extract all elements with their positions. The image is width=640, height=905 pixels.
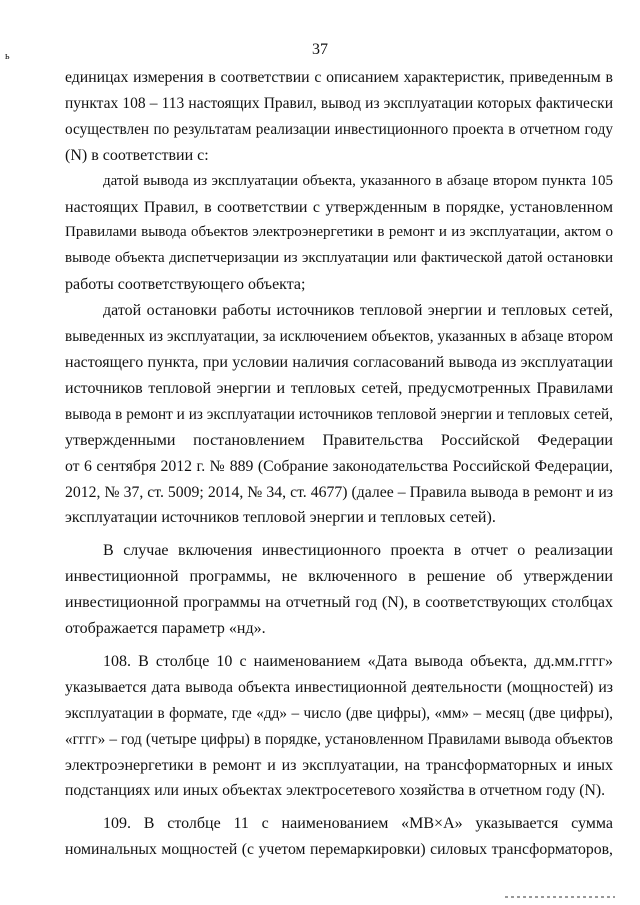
paragraph-intro-continuation [65, 65, 613, 169]
text-line: инвестиционной программы, не включенного в решение об утверждении [65, 568, 613, 586]
margin-mark: ь [5, 51, 10, 62]
document-body [65, 65, 613, 863]
text-line: работы соответствующего объекта; [65, 276, 306, 294]
text-line: 108. В столбце 10 с наименованием «Дата вывода объекта, дд.мм.гггг» [103, 652, 613, 670]
text-line: датой остановки работы источников тепловой энергии и тепловых сетей, [103, 302, 613, 320]
text-line: источников тепловой энергии и тепловых сетей, предусмотренных Правилами [65, 379, 613, 397]
text-line: Правилами вывода объектов электроэнергетики в ремонт и из эксплуатации, актом о [65, 224, 613, 241]
text-line: инвестиционной программы на отчетный год (N), в соответствующих столбцах [65, 594, 613, 612]
text-line: В случае включения инвестиционного проекта в отчет о реализации [103, 542, 613, 560]
paragraph-removal-date [65, 169, 613, 299]
text-line: эксплуатации в формате, где «дд» – число (две цифры), «мм» – месяц (две цифры), [65, 704, 613, 722]
paragraph-clause-108 [65, 649, 613, 804]
text-line: указывается дата вывода объекта инвестиционной деятельности (мощностей) из [65, 678, 613, 696]
text-line: отображается параметр «нд». [65, 620, 266, 638]
text-line: номинальных мощностей (с учетом перемаркировки) силовых трансформаторов, [65, 841, 613, 859]
text-line: 109. В столбце 11 с наименованием «МВ×А» указывается сумма [103, 815, 613, 833]
paragraph-clause-109 [65, 811, 613, 863]
paragraph-shutdown-date [65, 298, 613, 531]
page-number: 37 [312, 41, 328, 58]
text-line: подстанциях или иных объектах электросетевого хозяйства в отчетном году (N). [65, 782, 606, 800]
text-line: электроэнергетики в ремонт и из эксплуатации, на трансформаторных и иных [65, 756, 613, 774]
text-line: выведенных из эксплуатации, за исключением объектов, указанных в абзаце втором [65, 328, 613, 346]
text-line: (N) в соответствии с: [65, 146, 209, 164]
text-line: «гггг» – год (четыре цифры) в порядке, установленном Правилами вывода объектов [65, 730, 613, 748]
text-line: пунктах 108 – 113 настоящих Правил, вывод из эксплуатации которых фактически [65, 94, 613, 112]
text-line: утвержденными постановлением Правительства Российской Федерации [65, 431, 613, 449]
paragraph-not-included-case [65, 538, 613, 642]
text-line: осуществлен по результатам реализации инвестиционного проекта в отчетном году [65, 120, 613, 138]
text-line: 2012, № 37, ст. 5009; 2014, № 34, ст. 4677) (далее – Правила вывода в ремонт и из [65, 483, 613, 501]
text-line: от 6 сентября 2012 г. № 889 (Собрание законодательства Российской Федерации, [65, 457, 613, 475]
scan-artifact [505, 896, 615, 898]
text-line: настоящего пункта, при условии наличия согласований вывода из эксплуатации [65, 353, 613, 371]
text-line: вывода в ремонт и из эксплуатации источников тепловой энергии и тепловых сетей, [65, 405, 613, 423]
text-line: единицах измерения в соответствии с описанием характеристик, приведенным в [65, 69, 613, 86]
text-line: настоящих Правил, в соответствии с утвержденным в порядке, установленном [65, 198, 613, 216]
text-line: эксплуатации источников тепловой энергии и тепловых сетей). [65, 509, 496, 527]
text-line: выводе объекта диспетчеризации из эксплуатации или фактической датой остановки [65, 250, 613, 267]
text-line: датой вывода из эксплуатации объекта, указанного в абзаце втором пункта 105 [103, 172, 613, 189]
